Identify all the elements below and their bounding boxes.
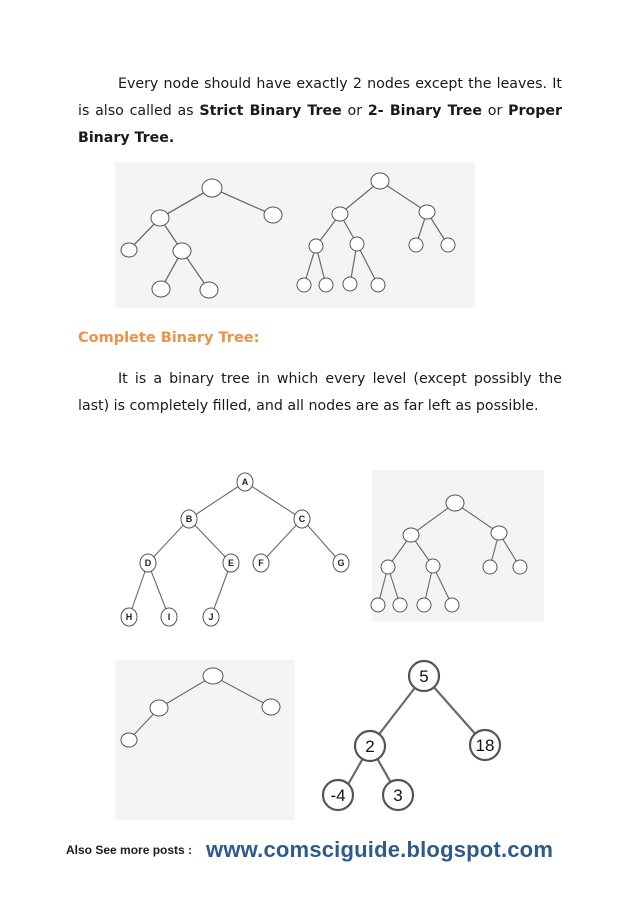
intro-text: Every node should have exactly 2 nodes except the leaves. It is also called as	[78, 76, 562, 119]
node-label: J	[208, 612, 214, 622]
node-label: H	[125, 612, 133, 622]
or-text: or	[341, 103, 368, 119]
node-value: 5	[419, 667, 429, 686]
footer	[66, 837, 553, 863]
complete-description-text: It is a binary tree in which every level (except possibly the last) is completely filled, and all nodes are as far left as possible.	[78, 371, 562, 414]
node-label: C	[298, 514, 306, 524]
or-text: or	[482, 103, 509, 119]
node-label: G	[337, 558, 345, 568]
footer-link[interactable]: www.comsciguide.blogspot.com	[206, 837, 554, 862]
node-label: D	[144, 558, 152, 568]
node-label: A	[241, 477, 249, 487]
term-proper-binary-tree: Proper Binary Tree.	[78, 103, 562, 146]
node-value: 2	[365, 737, 375, 756]
node-label: I	[167, 612, 171, 622]
node-label: B	[185, 514, 193, 524]
node-value: 18	[475, 736, 495, 755]
section-heading: Complete Binary Tree:	[78, 330, 260, 346]
term-strict-binary-tree: Strict Binary Tree	[199, 103, 342, 119]
footer-label: Also See more posts :	[66, 843, 193, 857]
node-value: -4	[330, 786, 346, 805]
node-label: F	[258, 558, 264, 568]
term-2-binary-tree: 2- Binary Tree	[367, 103, 482, 119]
node-label: E	[227, 558, 235, 568]
node-value: 3	[393, 786, 403, 805]
